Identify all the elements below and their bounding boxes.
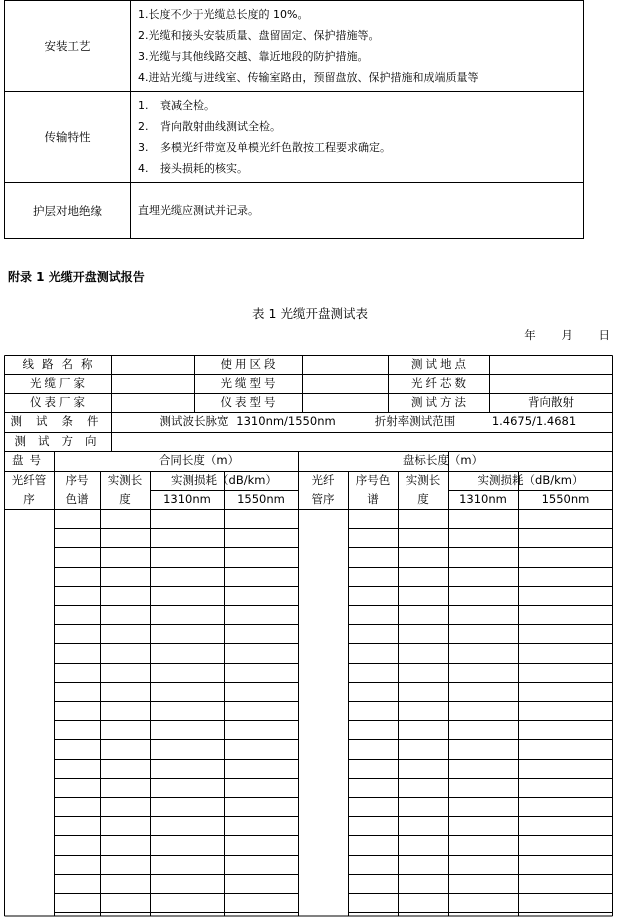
loss-1310-header-2: 1310nm — [459, 491, 507, 506]
tube-order-header: 光纤管 — [11, 472, 47, 487]
test-method-label: 测试方法 — [411, 394, 469, 409]
test-location-label: 测试地点 — [411, 356, 469, 371]
date-line: 年 月 日 — [524, 328, 610, 342]
row-content-installation — [131, 1, 584, 92]
table-row — [5, 92, 584, 183]
cable-reel-test-report — [4, 355, 613, 917]
list-item: 2. 背向散射曲线测试全检。 — [138, 120, 281, 133]
wavelength-pulse-label: 测试波长脉宽 — [159, 414, 229, 429]
loss-1310-header: 1310nm — [163, 491, 211, 506]
list-item: 4. 接头损耗的核实。 — [138, 162, 248, 175]
row-label-transmission: 传输特性 — [5, 92, 131, 183]
inspection-items-table — [4, 0, 584, 239]
test-conditions-label: 测试条件 — [10, 414, 113, 429]
row-label-installation: 安装工艺 — [5, 1, 131, 92]
measured-length-header-2: 实测长 — [405, 472, 441, 487]
seq-color-header-2: 谱 — [367, 491, 379, 506]
seq-color-header-2: 序号色 — [355, 472, 391, 487]
seq-color-header: 色谱 — [65, 491, 89, 506]
measured-loss-header: 实测损耗（dB/km） — [171, 472, 277, 487]
list-item: 2.光缆和接头安装质量、盘留固定、保护措施等。 — [138, 29, 380, 42]
contract-length-label: 合同长度（m） — [158, 453, 240, 468]
tube-order-header-2: 光纤 — [311, 472, 335, 487]
instrument-model-label: 仪表型号 — [220, 394, 279, 409]
wavelength-value: 1310nm/1550nm — [236, 414, 336, 429]
appendix-heading: 附录 1 光缆开盘测试报告 — [8, 270, 145, 284]
tube-order-header: 序 — [23, 491, 35, 506]
use-section-label: 使用区段 — [220, 356, 279, 371]
list-item: 1.长度不少于光缆总长度的 10%。 — [138, 8, 309, 21]
measured-length-header: 实测长 — [107, 472, 143, 487]
row-content-transmission — [131, 92, 584, 183]
table-row — [5, 1, 584, 92]
refractive-range-label: 折射率测试范围 — [374, 414, 456, 429]
reel-mark-length-label: 盘标长度（m） — [402, 453, 484, 468]
test-direction-label: 测试方向 — [14, 433, 109, 448]
reel-no-label: 盘号 — [12, 453, 47, 468]
measured-length-header: 度 — [119, 491, 131, 506]
list-item: 3. 多模光纤带宽及单模光纤色散按工程要求确定。 — [138, 141, 391, 154]
seq-color-header: 序号 — [65, 472, 89, 487]
row-content-insulation — [131, 183, 584, 239]
list-item: 1. 衰减全检。 — [138, 99, 215, 112]
cable-model-label: 光缆型号 — [220, 375, 279, 390]
fiber-count-label: 光纤芯数 — [411, 375, 469, 390]
loss-1550-header: 1550nm — [237, 491, 285, 506]
route-name-label: 线路名称 — [22, 356, 101, 371]
instrument-maker-label: 仪表厂家 — [30, 394, 88, 409]
cable-maker-label: 光缆厂家 — [30, 375, 88, 390]
list-item: 直埋光缆应测试并记录。 — [138, 204, 259, 217]
table-row — [5, 183, 584, 239]
refractive-value: 1.4675/1.4681 — [491, 414, 577, 429]
row-label-insulation: 护层对地绝缘 — [5, 183, 131, 239]
loss-1550-header-2: 1550nm — [541, 491, 590, 506]
measured-length-header-2: 度 — [417, 491, 429, 506]
measured-loss-header-2: 实测损耗（dB/km） — [477, 472, 584, 487]
list-item: 3.光缆与其他线路交越、靠近地段的防护措施。 — [138, 50, 369, 63]
test-method-value: 背向散射 — [528, 394, 574, 409]
table-caption: 表 1 光缆开盘测试表 — [252, 306, 368, 321]
list-item: 4.进站光缆与进线室、传输室路由，预留盘放、保护措施和成端质量等 — [138, 71, 479, 84]
tube-order-header-2: 管序 — [311, 491, 335, 506]
